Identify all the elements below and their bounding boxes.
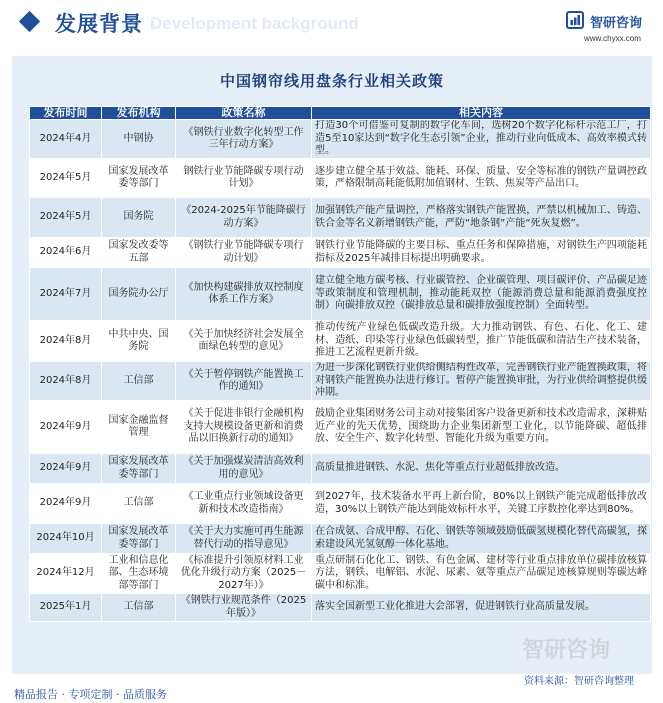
cell-date: 2024年8月 — [30, 321, 102, 362]
column-header-org: 发布机构 — [102, 107, 176, 120]
cell-policy: 《工业重点行业领域设备更新和技术改造指南》 — [176, 484, 312, 524]
cell-content: 高质量推进钢铁、水泥、焦化等重点行业超低排放改造。 — [312, 454, 651, 484]
cell-content: 重点研制石化化工、钢铁、有色金属、建材等行业重点排放单位碳排放核算方法，钢铁、电解铝、水泥、尿素、氨等重点产品碳足迹核算规则等碳达峰碳中和标准。 — [312, 554, 651, 594]
watermark-text: 智研咨询 — [522, 638, 611, 663]
cell-org: 中钢协 — [102, 120, 176, 159]
cell-date: 2024年12月 — [30, 554, 102, 594]
cell-content: 为进一步深化钢铁行业供给侧结构性改革，完善钢铁行业产能置换政策，将对钢铁产能置换办法进行修订。暂停产能置换审批，为行业供给调整提供缓冲期。 — [312, 362, 651, 401]
cell-content: 钢铁行业节能降碳的主要目标、重点任务和保障措施，对钢铁生产四项能耗指标及2025年减排目标提出明确要求。 — [312, 238, 651, 268]
table-row — [30, 524, 651, 554]
table-row — [30, 594, 651, 622]
cell-date: 2024年6月 — [30, 238, 102, 268]
cell-content: 鼓励企业集团财务公司主动对接集团客户设备更新和技术改造需求，深耕贴近产业的先天优势，围绕助力企业集团新型工业化，以节能降碳、超低排放、安全生产、数字化转型、智能化升级为重要方向。 — [312, 401, 651, 454]
table-row — [30, 321, 651, 362]
cell-org: 国务院 — [102, 198, 176, 238]
cell-org: 工信部 — [102, 484, 176, 524]
cell-date: 2025年1月 — [30, 594, 102, 622]
page-title: 发展背景 — [55, 12, 143, 36]
footer-tagline: 精品报告 · 专项定制 · 品质服务 — [14, 688, 167, 701]
cell-policy: 《钢铁行业数字化转型工作三年行动方案》 — [176, 120, 312, 159]
cell-content: 建立健全地方碳考核、行业碳管控、企业碳管理、项目碳评价、产品碳足迹等政策制度和管理机制，推动能耗双控（能源消费总量和能源消费强度控制）向碳排放双控（碳排放总量和碳排放强度控制）全面转型。 — [312, 268, 651, 321]
cell-date: 2024年9月 — [30, 401, 102, 454]
cell-org: 国家发展改革委等部门 — [102, 159, 176, 198]
cell-content: 落实全国新型工业化推进大会部署，促进钢铁行业高质量发展。 — [312, 594, 651, 622]
header-bar — [0, 0, 663, 50]
cell-content: 加强钢铁产能产量调控，严格落实钢铁产能置换，严禁以机械加工、铸造、铁合金等名义新增钢铁产能，严防“地条钢”产能“死灰复燃”。 — [312, 198, 651, 238]
cell-date: 2024年8月 — [30, 362, 102, 401]
cell-content: 推动传统产业绿色低碳改造升级。大力推动钢铁、有色、石化、化工、建材、造纸、印染等行业绿色低碳转型，推广节能低碳和清洁生产技术装备，推进工艺流程更新升级。 — [312, 321, 651, 362]
cell-policy: 《关于加强煤炭清洁高效利用的意见》 — [176, 454, 312, 484]
cell-policy: 《关于加快经济社会发展全面绿色转型的意见》 — [176, 321, 312, 362]
brand-logo-icon — [566, 11, 584, 29]
table-title: 中国钢帘线用盘条行业相关政策 — [219, 72, 444, 90]
cell-org: 工业和信息化部、生态环境部等部门 — [102, 554, 176, 594]
cell-content: 在合成氨、合成甲醇、石化、钢铁等领域鼓励低碳氢规模化替代高碳氢，探索建设风光氢氨醇一体化基地。 — [312, 524, 651, 554]
cell-org: 国家发展改革委等部门 — [102, 454, 176, 484]
cell-policy: 《钢铁行业节能降碳专项行动计划》 — [176, 238, 312, 268]
cell-policy: 《加快构建碳排放双控制度体系工作方案》 — [176, 268, 312, 321]
cell-org: 国家金融监督管理 — [102, 401, 176, 454]
cell-org: 工信部 — [102, 362, 176, 401]
cell-date: 2024年9月 — [30, 454, 102, 484]
brand-url: www.chyxx.com — [584, 34, 641, 43]
column-header-content: 相关内容 — [312, 107, 651, 120]
cell-policy: 《2024-2025年节能降碳行动方案》 — [176, 198, 312, 238]
cell-org: 国务院办公厅 — [102, 268, 176, 321]
policy-table — [29, 106, 651, 622]
cell-policy: 《标准提升引领原材料工业优化升级行动方案（2025－2027年）》 — [176, 554, 312, 594]
policy-panel — [12, 56, 652, 674]
cell-date: 2024年5月 — [30, 159, 102, 198]
table-header-row — [30, 107, 651, 120]
cell-policy: 钢铁行业节能降碳专项行动计划》 — [176, 159, 312, 198]
brand-name: 智研咨询 — [590, 16, 643, 31]
table-row — [30, 454, 651, 484]
cell-policy: 《钢铁行业规范条件（2025年版）》 — [176, 594, 312, 622]
cell-policy: 《关于大力实施可再生能源替代行动的指导意见》 — [176, 524, 312, 554]
table-row — [30, 198, 651, 238]
cell-date: 2024年4月 — [30, 120, 102, 159]
cell-policy: 《关于暂停钢铁产能置换工作的通知》 — [176, 362, 312, 401]
table-row — [30, 401, 651, 454]
cell-content: 打造30个可借鉴可复制的数字化车间，选树20个数字化标杆示范工厂，打造5至10家达到“数字化生态引领”企业，推动行业向低成本、高效率模式转型。 — [312, 120, 651, 159]
table-row — [30, 120, 651, 159]
cell-org: 国家发改委等五部 — [102, 238, 176, 268]
cell-org: 国家发展改革委等部门 — [102, 524, 176, 554]
column-header-policy: 政策名称 — [176, 107, 312, 120]
cell-org: 工信部 — [102, 594, 176, 622]
table-row — [30, 484, 651, 524]
table-row — [30, 362, 651, 401]
cell-date: 2024年10月 — [30, 524, 102, 554]
cell-policy: 《关于促进非银行金融机构支持大规模设备更新和消费品以旧换新行动的通知》 — [176, 401, 312, 454]
table-row — [30, 268, 651, 321]
cell-content: 逐步建立健全基于效益、能耗、环保、质量、安全等标准的钢铁产量调控政策，严格限制高耗能低附加值钢材、生铁、焦炭等产品出口。 — [312, 159, 651, 198]
column-header-date: 发布时间 — [30, 107, 102, 120]
cell-date: 2024年7月 — [30, 268, 102, 321]
cell-date: 2024年5月 — [30, 198, 102, 238]
cell-date: 2024年9月 — [30, 484, 102, 524]
diamond-icon — [19, 11, 40, 32]
source-note: 资料来源：智研咨询整理 — [524, 676, 634, 687]
cell-org: 中共中央、国务院 — [102, 321, 176, 362]
table-row — [30, 554, 651, 594]
table-row — [30, 159, 651, 198]
cell-content: 到2027年，技术装备水平再上新台阶，80%以上钢铁产能完成超低排放改造，30%以上钢铁产能达到能效标杆水平，关键工序数控化率达到80%。 — [312, 484, 651, 524]
table-row — [30, 238, 651, 268]
header-ghost-title: Development background — [150, 14, 359, 33]
